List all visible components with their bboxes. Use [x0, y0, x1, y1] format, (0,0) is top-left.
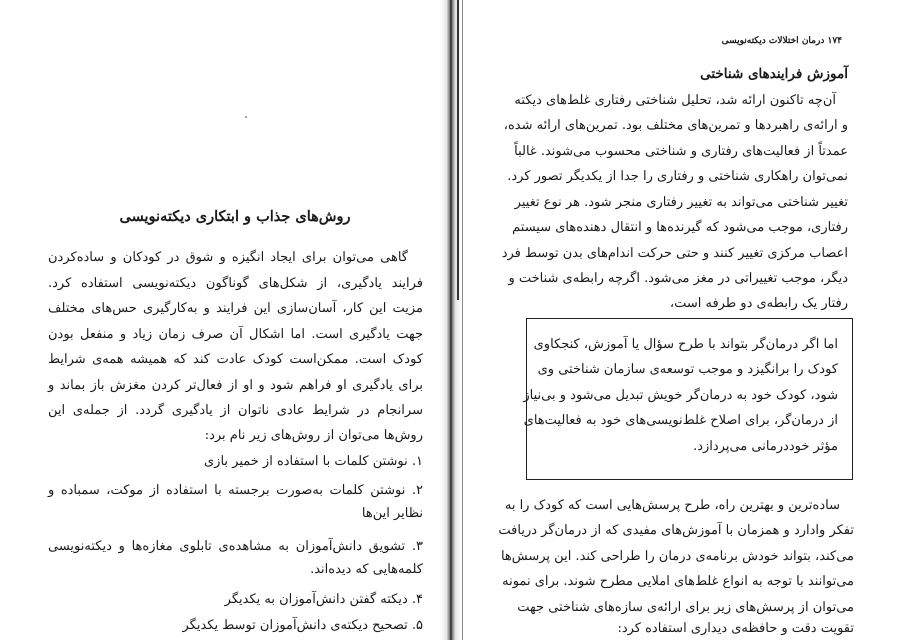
left-page — [0, 0, 440, 640]
right-paragraph-line: نمی‌توان راهکاری شناختی و رفتاری را جدا از یکدیگر تصور کرد. — [507, 169, 848, 184]
callout-line: کودک را برانگیزد و موجب توسعه‌ی سازمان شناختی وی — [537, 362, 838, 377]
list-item: ۲. نوشتن کلمات به‌صورت برجسته با استفاده از موکت، سمباده و — [48, 483, 423, 498]
list-item-continuation: کلمه‌هایی که دیده‌اند. — [310, 562, 423, 577]
running-header: ۱۷۴ درمان اختلالات دیکته‌نویسی — [721, 36, 842, 46]
bottom-paragraph-line: می‌کند، بتواند خودش برنامه‌ی درمان را طراحی کند. این پرسش‌ها — [500, 549, 854, 564]
left-paragraph-line: روش‌ها می‌توان از روش‌های زیر نام برد: — [204, 428, 423, 443]
right-paragraph-line: رفتار یک رابطه‌ی دو طرفه است، — [669, 296, 848, 311]
section-title: آموزش فرایندهای شناختی — [700, 66, 848, 82]
bottom-paragraph-line: می‌توان از پرسش‌های زیر برای ارائه‌ی سازه‌های شناختی جهت — [517, 600, 854, 615]
list-item: ۱. نوشتن کلمات با استفاده از خمیر بازی — [203, 454, 423, 469]
right-paragraph-line: اعصاب مرکزی تغییر کنند و حتی حرکت اندام‌های بدن توسط فرد — [501, 246, 848, 261]
right-paragraph-line: و ارائه‌ی راهبردها و تمرین‌های مختلف بود. تمرین‌های ارائه شده، — [503, 118, 848, 133]
bottom-paragraph-line: ساده‌ترین و بهترین راه، طرح پرسش‌هایی است که کودک را به — [504, 498, 840, 513]
right-paragraph-line: دیگر، موجب تغییراتی در مغز می‌شود. اگرچه رابطه‌ی شناخت و — [508, 271, 848, 286]
left-page-title: روش‌های جذاب و ابتکاری دیکته‌نویسی — [119, 208, 351, 225]
right-paragraph-line: تغییر شناختی می‌تواند به تغییر رفتاری منجر شود. هر نوع تغییر — [514, 195, 848, 210]
bottom-paragraph-line: تقویت دقت و حافظه‌ی دیداری استفاده کرد: — [617, 621, 854, 636]
bottom-paragraph-line: تفکر وادارد و همزمان با آموزش‌های مفیدی که از درمان‌گر دریافت — [498, 523, 854, 538]
callout-line: مؤثر خوددرمانی می‌پردازد. — [693, 439, 838, 454]
list-item: ۵. تصحیح دیکته‌ی دانش‌آموزان توسط یکدیگر — [182, 618, 423, 633]
callout-line: اما اگر درمان‌گر بتواند با طرح سؤال یا آموزش، کنجکاوی — [533, 337, 838, 352]
list-item-continuation: نظایر این‌ها — [361, 506, 423, 521]
left-paragraph-line: سرانجام در شرایط عادی ناتوان از یادگیری گردد. از جمله‌ی این — [48, 403, 423, 418]
left-paragraph-line: کودک است. ممکن‌است کودک عادت کند که همیشه همه‌ی شرایط — [48, 352, 423, 367]
right-paragraph-line: عمدتاً از فعالیت‌های رفتاری و شناختی محسوب می‌شوند. غالباً — [514, 144, 848, 159]
scan-speck — [245, 116, 247, 118]
left-paragraph-line: گاهی می‌توان برای ایجاد انگیزه و شوق در کودکان و ساده‌کردن — [48, 250, 408, 265]
left-paragraph-line: جهت یادگیری است. اما اشکال آن صرف زمان زیاد و منفعل بودن — [48, 327, 423, 342]
callout-line: از درمان‌گر، برای اصلاح غلط‌نویسی‌های خود به فعالیت‌های — [523, 413, 838, 428]
callout-line: شود، کودک خود به درمان‌گر خویش تبدیل می‌شود و بی‌نیاز — [523, 388, 838, 403]
left-paragraph-line: مزیت این کار، آسان‌سازی این فرایند و به‌کارگیری حس‌های مختلف — [48, 301, 423, 316]
list-item: ۳. تشویق دانش‌آموزان به مشاهده‌ی تابلوی مغازه‌ها و دیکته‌نویسی — [48, 539, 423, 554]
right-paragraph-line: آن‌چه تاکنون ارائه شد، تحلیل شناختی رفتاری غلط‌های دیکته — [514, 93, 836, 108]
right-page — [462, 0, 900, 640]
bottom-paragraph-line: می‌توانند با توجه به انواع غلط‌های املایی مطرح شوند. برای نمونه — [502, 574, 854, 589]
right-paragraph-line: رفتاری، موجب می‌شود که گیرنده‌ها و انتقال دهنده‌های سیستم — [512, 220, 848, 235]
list-item: ۴. دیکته گفتن دانش‌آموزان به یکدیگر — [224, 592, 423, 607]
left-paragraph-line: فرایند یادگیری، از شکل‌های گوناگون دیکته‌نویسی استفاده کرد. — [48, 276, 423, 291]
binding-edge — [457, 0, 459, 300]
left-paragraph-line: برای یادگیری او فراهم شود و او از فعال‌تر کردن مغزش باز بماند و — [48, 378, 423, 393]
